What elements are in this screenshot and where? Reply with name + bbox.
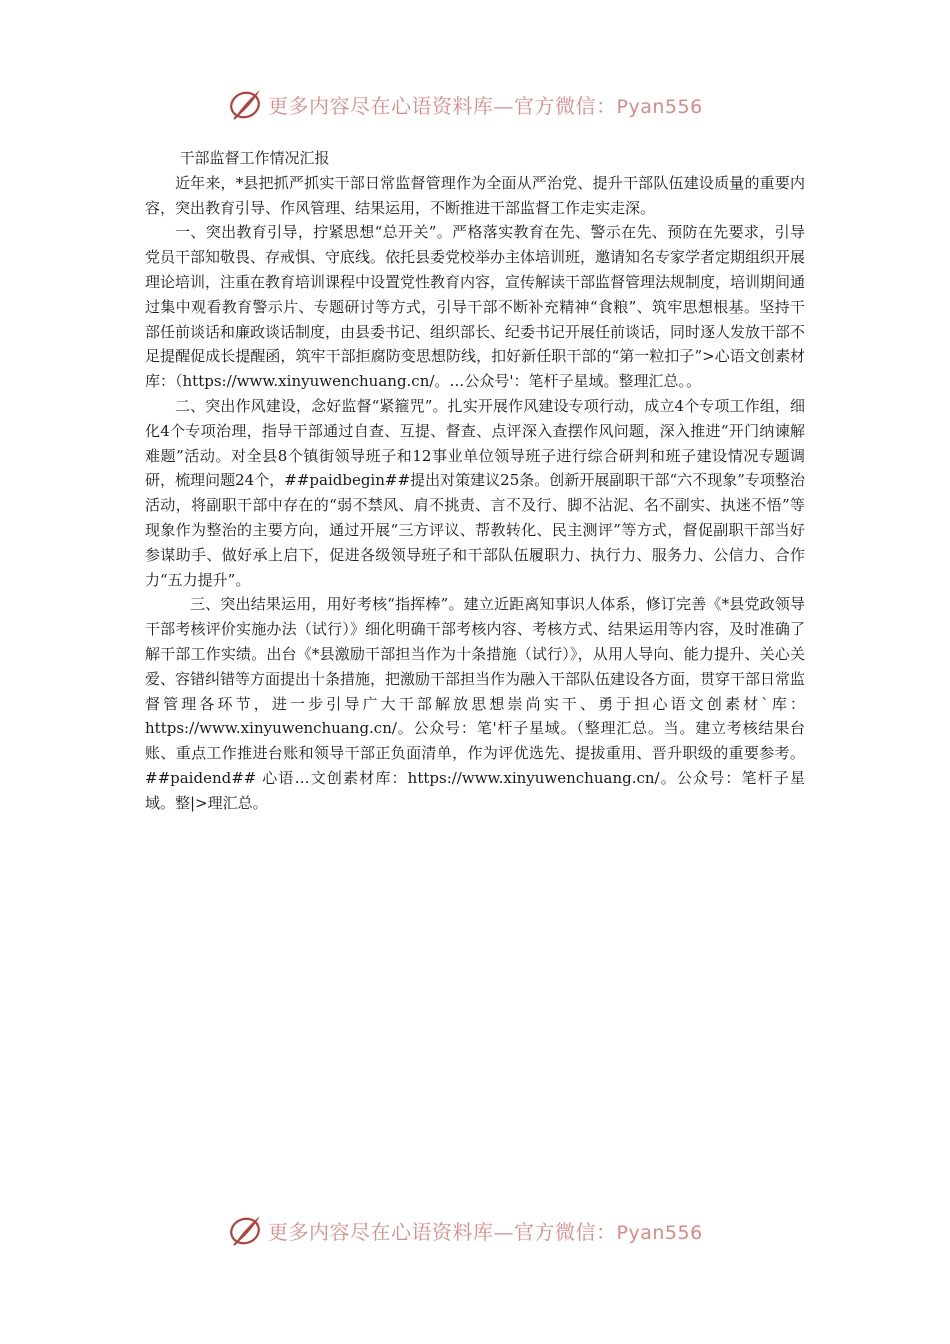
header-banner bbox=[228, 84, 728, 124]
paragraph-section-3: 三、突出结果运用，用好考核“指挥棒”。建立近距离知事识人体系，修订完善《*县党政领导干部考核评价实施办法（试行）》细化明确干部考核内容、考核方式、结果运用等内容，及时准确了解干部工作实绩。出台《*县激励干部担当作为十条措施（试行）》，从用人导向、能力提升、关心关爱、容错纠错等方面提出十条措施，把激励干部担当作为融入干部队伍建设各方面，贯穿干部日常监督管理各环节，进一步引导广大干部解放思想崇尚实干、勇于担心语文创素材`库：https://www.xinyuwenchuang.cn/。公众号：笔'杆子星域。（整理汇总。当。建立考核结果台账、重点工作推进台账和领导干部正负面清单，作为评优选先、提拔重用、晋升职级的重要参考。 ##paidend## 心语…文创素材库：https://www.xinyuwenchuang.cn/。公众号：笔杆子星域。整|>理汇总。 bbox=[145, 595, 806, 812]
banner-slogan: 更多内容尽在心语资料库—官方微信： bbox=[268, 1219, 617, 1244]
quill-logo-icon bbox=[228, 1212, 264, 1248]
banner-wechat-id: Pyan556 bbox=[616, 1221, 703, 1244]
paragraph-section-2: 二、突出作风建设，念好监督“紧箍咒”。扎实开展作风建设专项行动，成立4个专项工作组，细化4个专项治理，指导干部通过自查、互提、督查、点评深入查摆作风问题，深入推进“开门纳谏解难题”活动。对全县8个镇街领导班子和12事业单位领导班子进行综合研判和班子建设情况专题调研，梳理问题24个，##paidbegin##提出对策建议25条。创新开展副职干部“六不现象”专项整治活动，将副职干部中存在的“弱不禁风、肩不挑责、言不及行、脚不沾泥、名不副实、执迷不悟”等现象作为整治的主要方向，通过开展“三方评议、帮教转化、民主测评”等方式，督促副职干部当好参谋助手、做好承上启下，促进各级领导班子和干部队伍履职力、执行力、服务力、公信力、合作力“五力提升”。 bbox=[145, 396, 805, 589]
banner-text bbox=[268, 1216, 703, 1245]
banner-slogan: 更多内容尽在心语资料库—官方微信： bbox=[268, 93, 617, 118]
paragraph-intro: 近年来，*县把抓严抓实干部日常监督管理作为全面从严治党、提升干部队伍建设质量的重要内容，突出教育引导、作风管理、结果运用，不断推进干部监督工作走实走深。 bbox=[145, 173, 805, 217]
document-title: 干部监督工作情况汇报 bbox=[179, 149, 330, 167]
quill-logo-icon bbox=[228, 86, 264, 122]
paragraph-section-1: 一、突出教育引导，拧紧思想“总开关”。严格落实教育在先、警示在先、预防在先要求，引导党员干部知敬畏、存戒惧、守底线。依托县委党校举办主体培训班，邀请知名专家学者定期组织开展理论培训，注重在教育培训课程中设置党性教育内容，宣传解读干部监督管理法规制度，培训期间通过集中观看教育警示片、专题研讨等方式，引导干部不断补充精神“食粮”、筑牢思想根基。坚持干部任前谈话和廉政谈话制度，由县委书记、组织部长、纪委书记开展任前谈话，同时逐人发放干部不足提醒促成长提醒函，筑牢干部拒腐防变思想防线，扣好新任职干部的“第一粒扣子”>心语文创素材库：（https://www.xinyuwenchuang.cn/。…公众号'：笔杆子星域。整理汇总。。 bbox=[145, 223, 806, 391]
banner-text bbox=[268, 90, 703, 119]
banner-wechat-id: Pyan556 bbox=[616, 95, 703, 118]
document-body bbox=[145, 146, 805, 816]
footer-banner bbox=[228, 1210, 728, 1250]
